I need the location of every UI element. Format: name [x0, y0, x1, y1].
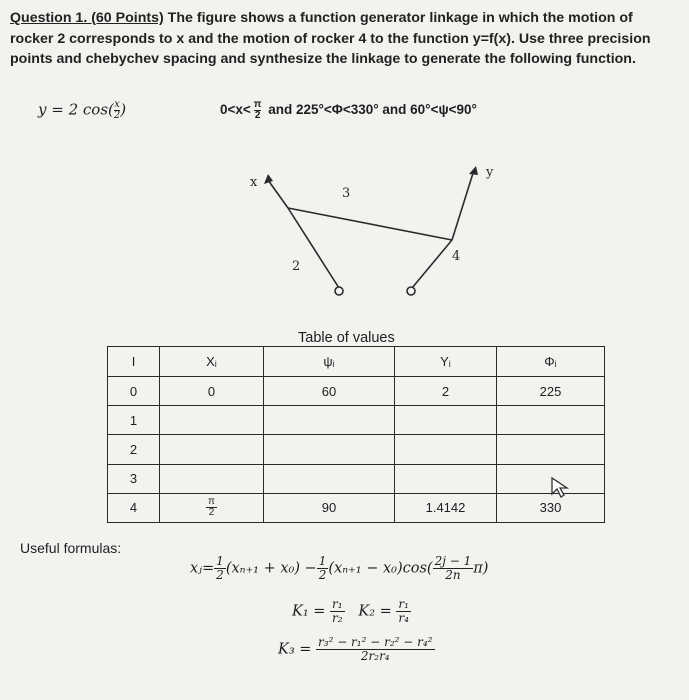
cell: 3	[108, 464, 160, 493]
link-3-label: 3	[342, 186, 351, 201]
question-body: The figure shows a function generator linkage in which the motion of rocker 2 corresponds to x and the motion of rocker 4 to the function y=f(x). Use three precision points and chebychev spacing and synthesize the linkage to generate the following function.	[10, 10, 651, 67]
k1-fraction: $\frac{\text{r₁}}{\text{r₂}}$	[332, 597, 343, 625]
function-close: )	[120, 100, 127, 119]
function-frac-num: x	[114, 99, 120, 110]
range-prefix: 0<x<	[220, 102, 251, 118]
table-row	[108, 493, 605, 522]
range-frac-num: π	[253, 99, 262, 110]
cell: 0	[108, 377, 160, 406]
useful-formulas-label: Useful formulas:	[20, 540, 122, 556]
cell: 1.4142	[395, 493, 497, 522]
half-fraction-2: $\frac{1}{2}$	[318, 554, 327, 582]
xj-lhs: xⱼ=	[190, 560, 215, 577]
values-table	[107, 346, 605, 523]
k3-fraction: $\frac{\text{r₃² − r₁² − r₂² − r₄²}}{\text{2r₂r₄}}$	[318, 635, 433, 663]
function-definition	[38, 100, 126, 121]
header-i: I	[108, 347, 160, 377]
chebyshev-formula	[190, 555, 488, 582]
k2-lhs: K₂ =	[358, 603, 392, 620]
cell	[160, 406, 264, 435]
k3-formula	[278, 636, 435, 663]
cell: 2	[108, 435, 160, 464]
cell	[264, 435, 395, 464]
x-arrow-head	[264, 174, 273, 184]
ground-pivot-2	[335, 287, 343, 295]
cell-x-pi-over-2	[160, 493, 264, 522]
table-header-row	[108, 347, 605, 377]
x4-fraction	[206, 497, 217, 518]
cell: 2	[395, 377, 497, 406]
x-arrow-line	[268, 180, 288, 208]
cell: 1	[108, 406, 160, 435]
cos-tail: π)	[473, 560, 489, 577]
range-constraints	[220, 100, 477, 121]
k3-lhs: K₃ =	[278, 641, 312, 658]
k2-fraction: $\frac{\text{r₁}}{\text{r₄}}$	[398, 597, 409, 625]
rocker-2-link	[288, 208, 339, 288]
cell: 330	[497, 493, 605, 522]
header-y: Yᵢ	[395, 347, 497, 377]
term1: (xₙ₊₁ + x₀) −	[225, 560, 317, 577]
term2: (xₙ₊₁ − x₀)cos(	[328, 560, 433, 577]
function-frac-den: 2	[113, 110, 121, 121]
cell	[160, 435, 264, 464]
cell	[497, 435, 605, 464]
cursor-icon	[549, 475, 571, 499]
table-title: Table of values	[298, 330, 395, 346]
linkage-figure	[230, 160, 530, 310]
cell: 60	[264, 377, 395, 406]
rocker-4-extension	[452, 170, 474, 240]
question-heading: Question 1. (60 Points)	[10, 10, 164, 26]
cos-fraction: $\frac{2j - 1}{2n}$	[434, 554, 472, 582]
cell: 0	[160, 377, 264, 406]
cell	[395, 406, 497, 435]
y-label: y	[486, 165, 494, 180]
k1-lhs: K₁ =	[292, 603, 326, 620]
cell: 90	[264, 493, 395, 522]
half-fraction-1: $\frac{1}{2}$	[216, 554, 224, 582]
link-4-label: 4	[452, 249, 461, 264]
cell: 4	[108, 493, 160, 522]
header-phi: Φᵢ	[497, 347, 605, 377]
y-arrow-head	[469, 166, 478, 175]
header-x: Xᵢ	[160, 347, 264, 377]
question-text	[10, 8, 678, 70]
table-row	[108, 464, 605, 493]
cell	[497, 406, 605, 435]
range-fraction	[254, 100, 262, 121]
rocker-4-link	[412, 240, 452, 288]
cell	[395, 464, 497, 493]
table-row	[108, 435, 605, 464]
k1-k2-formula	[292, 598, 411, 625]
table-row	[108, 406, 605, 435]
cell	[264, 406, 395, 435]
coupler-3-link	[288, 208, 452, 240]
ground-pivot-4	[407, 287, 415, 295]
x4-num: π	[208, 496, 215, 508]
table-row	[108, 377, 605, 406]
header-psi: ψᵢ	[264, 347, 395, 377]
x4-den: 2	[208, 507, 215, 519]
cell	[264, 464, 395, 493]
cell: 225	[497, 377, 605, 406]
function-lhs: y = 2 cos(	[38, 100, 114, 119]
cell	[395, 435, 497, 464]
range-frac-den: 2	[254, 110, 261, 121]
cell	[160, 464, 264, 493]
link-2-label: 2	[292, 259, 301, 274]
range-rest: and 225°<Φ<330° and 60°<ψ<90°	[264, 102, 477, 118]
x-label: x	[250, 175, 258, 190]
